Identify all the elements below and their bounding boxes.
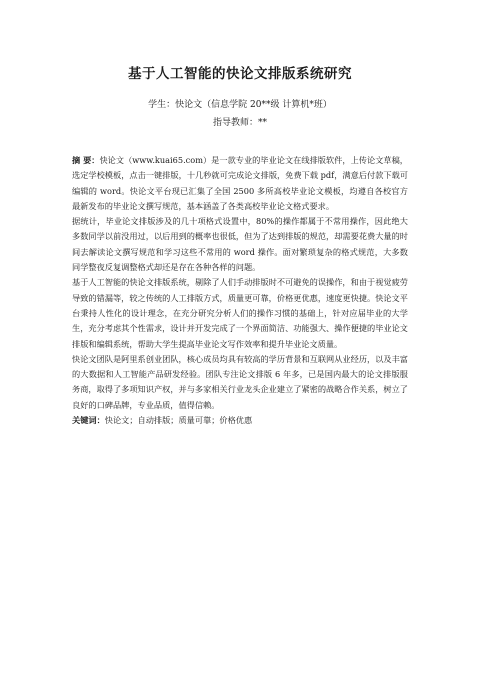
advisor-line: 指导教师：**: [212, 118, 267, 128]
author-line: 学生：快论文（信息学院 20**级 计算机*班）: [148, 100, 332, 110]
keywords-line: [72, 413, 408, 428]
abstract-paragraph: 基于人工智能的快论文排版系统，剔除了人们手动排版时不可避免的误操作，和由于视觉疲劳导致的错漏等，较之传统的人工排版方式，质量更可靠，价格更优惠，速度更快捷。快论文平台秉持人性化的设计理念，在充分研究分析人们的操作习惯的基础上，针对应届毕业的大学生，充分考虑其个性需求，设计并开发完成了一个界面简洁、功能强大、操作便捷的毕业论文排版和编辑系统，帮助大学生提高毕业论文写作效率和提升毕业论文质量。: [72, 277, 408, 349]
abstract-section: [72, 153, 408, 428]
abstract-paragraph-text: 快论文（www.kuai65.com）是一款专业的毕业论文在线排版软件，上传论文草稿，选定学校模板，点击一键排版，十几秒就可完成论文排版，免费下载 pdf，满意后付款下载可编辑的 word。快论文平台现已汇集了全国 2500 多所高校毕业论文模板，均遵自各校官方最新发布的毕业论文撰写规范，基本涵盖了各类高校毕业论文格式要求。: [72, 155, 408, 211]
abstract-paragraph: 据统计，毕业论文排版涉及的几十项格式设置中，80%的操作都属于不常用操作，因此绝大多数同学以前没用过，以后用到的概率也很低，但为了达到排版的规范，却需要花费大量的时间去解读论文撰写规范和学习这些不常用的 word 操作。面对繁琐复杂的格式规范，大多数同学整夜反复调整格式却还是存在各种各样的问题。: [72, 216, 408, 273]
abstract-paragraph: 快论文团队是阿里系创业团队，核心成员均具有较高的学历背景和互联网从业经历，以及丰富的大数据和人工智能产品研发经验。团队专注论文排版 6 年多，已是国内最大的论文排版服务商，取得了多项知识产权，并与多家相关行业龙头企业建立了紧密的战略合作关系，树立了良好的口碑品牌，专业品质，值得信赖。: [72, 353, 408, 410]
abstract-label: 摘 要：: [72, 155, 100, 165]
abstract-paragraph: [72, 153, 408, 214]
keywords-label: 关键词：: [72, 415, 105, 426]
keywords-text: 快论文；自动排版；质量可靠；价格优惠: [104, 415, 253, 426]
paper-title: 基于人工智能的快论文排版系统研究: [128, 66, 352, 82]
